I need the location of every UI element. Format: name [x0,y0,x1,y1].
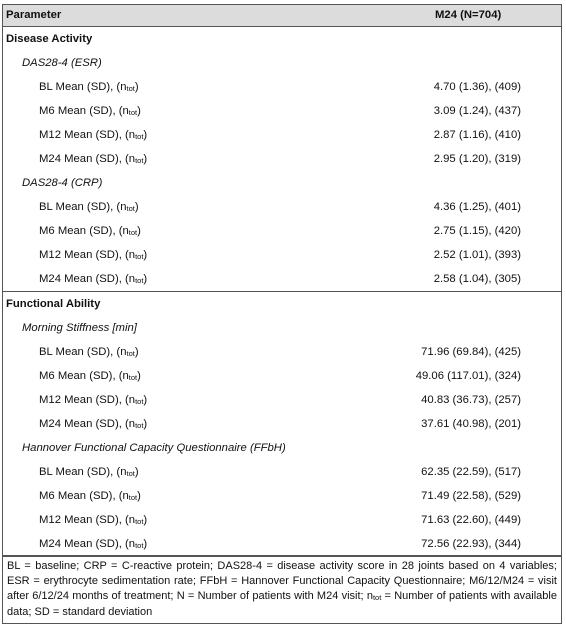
row-label-text: M12 Mean (SD), (n [39,394,136,406]
row-label-subscript: tot [135,517,144,526]
row-label-subscript: tot [135,132,144,141]
table-row [3,484,561,508]
table-row [3,508,561,532]
row-label [39,364,141,390]
section-heading: Functional Ability [3,291,561,316]
row-label-close: ) [143,418,148,430]
table-row [3,243,561,267]
group-heading: DAS28-4 (CRP) [22,177,103,189]
row-value: 62.35 (22.59), (517) [421,466,521,478]
row-label-close: ) [137,490,141,502]
table-row [3,75,561,99]
group-heading: DAS28-4 (ESR) [22,57,102,69]
row-label-subscript: tot [128,373,138,382]
row-label-close: ) [143,514,148,526]
table-header [3,5,561,27]
row-value: 2.75 (1.15), (420) [433,225,521,237]
table-row [3,99,561,123]
results-table [2,4,562,557]
row-label [39,412,147,438]
row-label [39,388,147,414]
row-value: 4.70 (1.36), (409) [433,81,521,93]
row-label [39,243,147,269]
row-value: 2.87 (1.16), (410) [433,129,521,141]
table-row [3,460,561,484]
row-label-close: ) [137,105,141,117]
row-label-close: ) [143,394,148,406]
row-label-close: ) [143,153,148,165]
row-label-text: BL Mean (SD), (n [39,81,127,93]
row-value: 3.09 (1.24), (437) [433,105,521,117]
header-parameter: Parameter [6,9,62,21]
row-label-close: ) [137,225,141,237]
row-label-close: ) [134,466,139,478]
row-label [39,99,141,125]
row-value: 71.49 (22.58), (529) [421,490,521,502]
table-row [3,219,561,243]
row-value: 37.61 (40.98), (201) [421,418,521,430]
row-label [39,267,147,293]
row-label-close: ) [134,201,139,213]
row-label-subscript: tot [135,252,144,261]
row-label-text: M6 Mean (SD), (n [39,225,129,237]
row-value: 2.58 (1.04), (305) [433,273,521,285]
row-label [39,484,141,510]
row-label [39,75,139,101]
row-label-close: ) [134,81,139,93]
row-label-subscript: tot [135,421,144,430]
row-label-close: ) [134,346,139,358]
row-label-text: M12 Mean (SD), (n [39,514,136,526]
row-value: 71.96 (69.84), (425) [421,346,521,358]
row-label-text: M6 Mean (SD), (n [39,370,129,382]
footnote-text-1: BL = baseline; CRP = C-reactive protein; DAS28-4 = disease activity score in 28 joints based on 4 variables; ESR = erythrocyte sedimentation rate; FFbH = Hannover Functional Capacity Questionnaire; M6/12/M24 = visit after 6/12/24 months of treatment; N = Number of patients with M24 visit; n [7,560,557,602]
row-label-text: BL Mean (SD), (n [39,466,127,478]
row-label-subscript: tot [126,84,135,93]
row-label-text: M24 Mean (SD), (n [39,153,136,165]
row-value: 4.36 (1.25), (401) [433,201,521,213]
row-value: 72.56 (22.93), (344) [421,538,521,550]
row-label [39,219,141,245]
row-value: 71.63 (22.60), (449) [421,514,521,526]
row-label-subscript: tot [126,204,135,213]
row-label [39,508,147,534]
group-heading: Morning Stiffness [min] [22,322,137,334]
footnote-subscript: tot [372,592,382,602]
table-body [3,27,561,556]
row-label-text: M24 Mean (SD), (n [39,538,136,550]
row-label-subscript: tot [128,493,138,502]
row-label [39,460,139,486]
row-label-text: M12 Mean (SD), (n [39,249,136,261]
row-label-subscript: tot [126,469,135,478]
row-value: 40.83 (36.73), (257) [421,394,521,406]
row-label-text: BL Mean (SD), (n [39,346,127,358]
table-row [3,364,561,388]
table-row [3,267,561,291]
row-label-subscript: tot [135,397,144,406]
row-label [39,340,139,366]
row-label-subscript: tot [135,541,144,550]
row-value: 2.52 (1.01), (393) [433,249,521,261]
group-heading: Hannover Functional Capacity Questionnaire (FFbH) [22,442,286,454]
row-label-close: ) [143,129,148,141]
row-label-subscript: tot [128,228,138,237]
row-label-subscript: tot [135,276,144,285]
row-label-text: M6 Mean (SD), (n [39,105,129,117]
table-row [3,123,561,147]
table-row [3,147,561,171]
row-label-subscript: tot [128,108,138,117]
header-m24: M24 (N=704) [435,9,502,21]
footnote-text-2: = Number of patients with available data; SD = standard deviation [7,589,557,619]
row-label-close: ) [143,249,148,261]
row-label-text: M24 Mean (SD), (n [39,418,136,430]
row-label-subscript: tot [126,349,135,358]
section-heading: Disease Activity [6,33,93,45]
row-label-text: BL Mean (SD), (n [39,201,127,213]
row-label-text: M24 Mean (SD), (n [39,273,136,285]
footnote [2,555,562,624]
row-label [39,195,139,221]
row-label-close: ) [143,273,148,285]
table-row [3,340,561,364]
row-label-text: M12 Mean (SD), (n [39,129,136,141]
row-label-subscript: tot [135,156,144,165]
row-value: 2.95 (1.20), (319) [433,153,521,165]
table-row [3,195,561,219]
row-label-close: ) [137,370,141,382]
table-row [3,388,561,412]
table-row [3,532,561,556]
row-label-text: M6 Mean (SD), (n [39,490,129,502]
row-value: 49.06 (117.01), (324) [415,370,521,382]
table-row [3,412,561,436]
row-label [39,147,147,173]
row-label-close: ) [143,538,148,550]
row-label [39,123,147,149]
